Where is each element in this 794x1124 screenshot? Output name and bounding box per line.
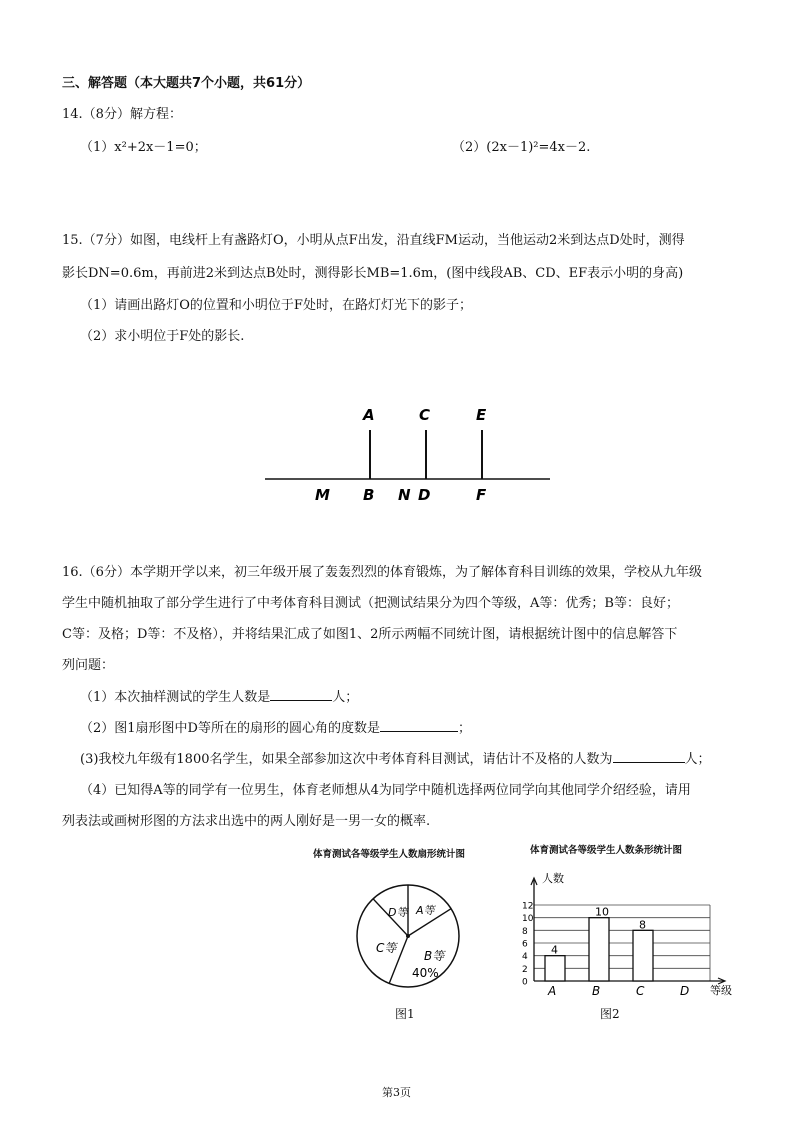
bar-value-label-A: 4 [551, 943, 558, 957]
pie-label-b-pct: 40% [412, 966, 439, 980]
q16-sub2-text: （2）图1扇形图中D等所在的扇形的圆心角的度数是 [80, 721, 380, 736]
y-tick-label: 2 [522, 964, 528, 975]
label-f: F [476, 486, 487, 504]
y-tick-label: 12 [522, 901, 534, 912]
pie-center [406, 934, 410, 938]
q16-sub3 [80, 748, 711, 767]
answer-blank-2[interactable] [380, 719, 458, 732]
pie-title: 体育测试各等级学生人数扇形统计图 [313, 849, 466, 860]
label-a: A [363, 406, 375, 424]
bar-A [545, 956, 565, 981]
y-tick-label: 6 [522, 939, 528, 950]
label-c: C [419, 406, 431, 424]
y-tick-label: 0 [522, 977, 528, 988]
shadow-figure [260, 400, 560, 510]
q16-sub4b: 列表法或画树形图的方法求出选中的两人刚好是一男一女的概率. [62, 814, 431, 829]
label-m: M [315, 486, 330, 504]
bar-title: 体育测试各等级学生人数条形统计图 [530, 845, 683, 856]
q16-line1: 16.（6分）本学期开学以来，初三年级开展了轰轰烈烈的体育锻炼，为了解体育科目训练的效果，学校从九年级 [62, 565, 702, 580]
q16-sub2-end: ； [457, 721, 471, 736]
label-b: B [363, 486, 375, 504]
x-tick-label-C: C [636, 984, 645, 998]
q15-line2: 影长DN=0.6m，再前进2米到达点B处时，测得影长MB=1.6m，(图中线段AB、CD、EF表示小明的身高) [62, 266, 684, 281]
y-tick-label: 8 [522, 926, 528, 937]
x-tick-label-D: D [680, 984, 690, 998]
q15-sub2: （2）求小明位于F处的影长. [80, 329, 245, 344]
bar-ylabel: 人数 [542, 872, 564, 885]
section-title: 三、解答题（本大题共7个小题，共61分） [62, 76, 311, 91]
pie-label-d: D等 [388, 906, 408, 919]
bar-caption: 图2 [600, 1007, 620, 1021]
bar-chart [510, 860, 750, 1000]
q14-heading: 14.（8分）解方程： [62, 107, 182, 122]
page-number: 第3页 [382, 1086, 411, 1099]
pie-label-c: C等 [376, 941, 397, 955]
q14-part1: （1）x²+2x－1=0； [80, 140, 207, 155]
q16-sub2 [80, 717, 471, 736]
bar-B [589, 918, 609, 981]
pie-label-a: A等 [416, 904, 435, 917]
q14-part2: （2）(2x－1)²=4x－2. [452, 140, 591, 155]
x-tick-label-A: A [548, 984, 557, 998]
pie-caption: 图1 [395, 1007, 415, 1021]
q16-sub1 [80, 686, 358, 705]
answer-blank-1[interactable] [270, 688, 332, 701]
q16-sub1-text: （1）本次抽样测试的学生人数是 [80, 690, 271, 705]
q16-line3: C等：及格；D等：不及格），并将结果汇成了如图1、2所示两幅不同统计图，请根据统计图中的信息解答下 [62, 627, 678, 642]
bar-xlabel: 等级 [710, 984, 732, 997]
q16-sub3-unit: 人； [684, 752, 711, 767]
bar-value-label-C: 8 [639, 918, 646, 932]
y-tick-label: 10 [522, 914, 534, 925]
q16-sub1-unit: 人； [332, 690, 359, 705]
q16-line4: 列问题： [62, 658, 115, 673]
q15-sub1: （1）请画出路灯O的位置和小明位于F处时，在路灯灯光下的影子； [80, 298, 472, 313]
y-tick-label: 4 [522, 952, 528, 963]
answer-blank-3[interactable] [613, 750, 685, 763]
label-n: N [398, 486, 411, 504]
bar-value-label-B: 10 [595, 905, 609, 919]
q16-line2: 学生中随机抽取了部分学生进行了中考体育科目测试（把测试结果分为四个等级，A等：优秀；B等：良好； [62, 596, 679, 611]
q16-sub4a: （4）已知得A等的同学有一位男生，体育老师想从4为同学中随机选择两位同学向其他同学介绍经验，请用 [80, 783, 691, 798]
bar-C [633, 930, 653, 981]
label-e: E [476, 406, 487, 424]
pie-label-b: B等 [424, 949, 445, 963]
label-d: D [418, 486, 431, 504]
q16-sub3-text: (3)我校九年级有1800名学生，如果全部参加这次中考体育科目测试，请估计不及格的人数为 [80, 752, 613, 767]
x-tick-label-B: B [592, 984, 601, 998]
q15-line1: 15.（7分）如图，电线杆上有盏路灯O，小明从点F出发，沿直线FM运动，当他运动2米到达点D处时，测得 [62, 233, 685, 248]
pie-chart [352, 880, 472, 1000]
